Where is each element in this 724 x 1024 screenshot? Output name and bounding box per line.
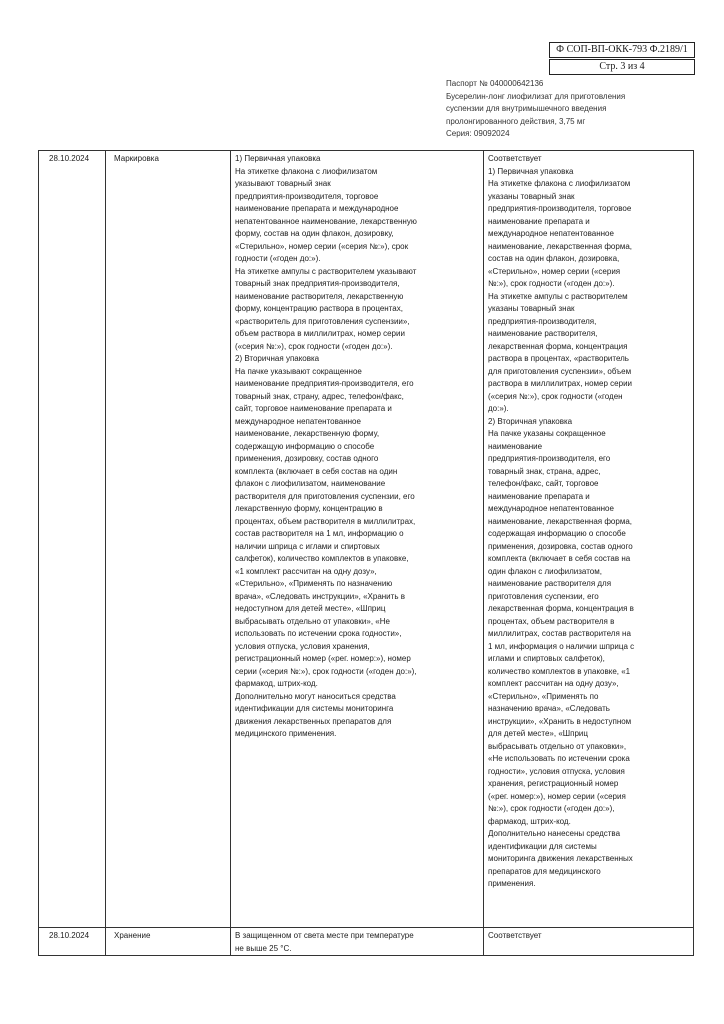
table-row bbox=[39, 928, 694, 956]
product-name-line-1: Бусерелин-лонг лиофилизат для приготовления bbox=[446, 91, 626, 101]
document-code: Ф СОП-ВП-ОКК-793 Ф.2189/1 bbox=[549, 42, 695, 58]
result-text: Соответствует 1) Первичная упаковка На этикетке флакона с лиофилизатом указаны товарный знак предприятия-производителя, торговое наименование препарата и международное непатентованное наименование, лекарственная форма, состав на один флакон, дозировка, «Стерильно», номер серии («серия №:»), срок годности («годен до:»). На этикетке ампулы с растворителем указаны товарный знак предприятия-производителя, наименование растворителя, лекарственная форма, концентрация раствора в процентах, «растворитель для приготовления суспензии», объем раствора в миллилитрах, номер серии («серия №:»), срок годности («годен до:»). 2) Вторичная упаковка На пачке указаны сокращенное наименование предприятия-производителя, его товарный знак, страна, адрес, телефон/факс, сайт, торговое наименование препарата и международное непатентованное наименование, лекарственная форма, содержащая информацию о способе применения, дозировка, состав одного комплекта (включает в себя состав на один флакон с лиофилизатом, наименование растворителя для приготовления суспензии, его лекарственная форма, концентрация в процентах, объем растворителя в миллилитрах, состав растворителя на 1 мл, информация о наличии шприца с иглами и спиртовых салфеток), количество комплектов в упаковке, «1 комплект рассчитан на одну дозу», «Стерильно», «Применять по назначению врача», «Следовать инструкции», «Хранить в недоступном для детей месте», «Шприц выбрасывать отдельно от упаковки», «Не использовать по истечении срока годности», условия отпуска, условия хранения, регистрационный номер («рег. номер:»), номер серии («серия №:»), срок годности («годен до:»), фармакод, штрих-код. Дополнительно нанесены средства идентификации для системы мониторинга движения лекарственных препаратов для медицинского применения. bbox=[484, 151, 694, 928]
product-name-line-2: суспензии для внутримышечного введения bbox=[446, 104, 607, 113]
passport-number: Паспорт № 040000642136 bbox=[446, 79, 544, 88]
series-number: Серия: 09092024 bbox=[446, 129, 510, 138]
result-text: Соответствует bbox=[484, 928, 694, 956]
page-number: Стр. 3 из 4 bbox=[549, 59, 695, 75]
passport-header bbox=[446, 78, 686, 141]
product-name-line-3: пролонгированного действия, 3,75 мг bbox=[446, 116, 586, 126]
test-date: 28.10.2024 bbox=[39, 928, 106, 956]
test-date: 28.10.2024 bbox=[39, 151, 106, 928]
test-name: Маркировка bbox=[106, 151, 231, 928]
requirement-text: В защищенном от света месте при температуре не выше 25 °С. bbox=[231, 928, 484, 956]
test-name: Хранение bbox=[106, 928, 231, 956]
requirement-text: 1) Первичная упаковка На этикетке флакона с лиофилизатом указывают товарный знак предприятия-производителя, торговое наименование препарата и международное непатентованное наименование, лекарственную форму, состав на один флакон, дозировку, «Стерильно», номер серии («серия №:»), срок годности («годен до:»). На этикетке ампулы с растворителем указывают товарный знак предприятия-производителя, наименование растворителя, лекарственную форму, концентрацию раствора в процентах, «растворитель для приготовления суспензии», объем раствора в миллилитрах, номер серии («серия №:»), срок годности («годен до:»). 2) Вторичная упаковка На пачке указывают сокращенное наименование предприятия-производителя, его товарный знак, страну, адрес, телефон/факс, сайт, торговое наименование препарата и международное непатентованное наименование, лекарственную форму, содержащую информацию о способе применения, дозировку, состав одного комплекта (включает в себя состав на один флакон с лиофилизатом, наименование растворителя для приготовления суспензии, его лекарственную форму, концентрацию в процентах, объем растворителя в миллилитрах, состав растворителя на 1 мл, информацию о наличии шприца с иглами и спиртовых салфеток), количество комплектов в упаковке, «1 комплект рассчитан на одну дозу», «Стерильно», «Применять по назначению врача», «Следовать инструкции», «Хранить в недоступном для детей месте», «Шприц выбрасывать отдельно от упаковки», «Не использовать по истечении срока годности», условия отпуска, условия хранения, регистрационный номер («рег. номер:»), номер серии («серия №:»), срок годности («годен до:»), фармакод, штрих-код. Дополнительно могут наноситься средства идентификации для системы мониторинга движения лекарственных препаратов для медицинского применения. bbox=[231, 151, 484, 928]
table-row bbox=[39, 151, 694, 928]
quality-control-table bbox=[38, 150, 694, 956]
